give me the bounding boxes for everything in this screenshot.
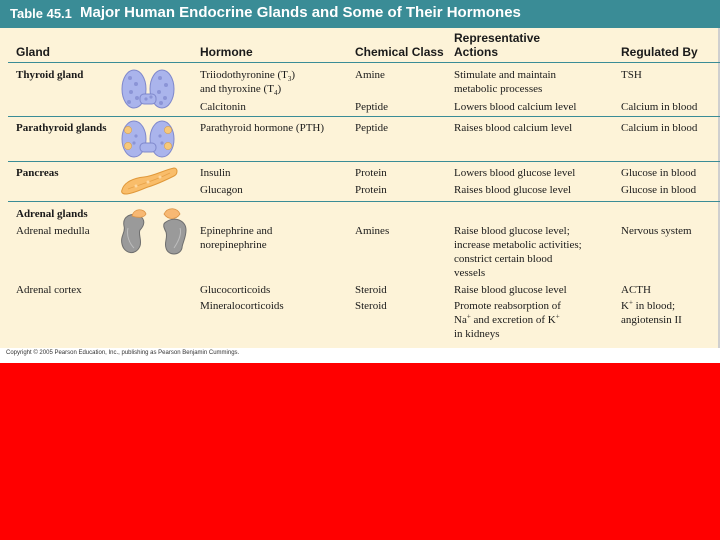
cortex-regulator-2-line1	[621, 299, 682, 313]
pancreas-action-2: Raises blood glucose level	[454, 184, 572, 196]
header-actions-line2: Actions	[454, 45, 499, 59]
header-hormone: Hormone	[200, 45, 253, 59]
adrenal-cortex-hormone-2: Mineralocorticoids	[200, 300, 284, 312]
pancreas-regulator-1: Glucose in blood	[621, 167, 697, 179]
adrenal-medulla-label: Adrenal medulla	[16, 225, 90, 237]
thyroid-hormone-line2	[200, 82, 295, 96]
thyroid-regulator-1: TSH	[621, 69, 642, 81]
t4-subscript: 4	[273, 89, 278, 98]
cortex-regulator-2-line2: angiotensin II	[621, 314, 682, 326]
medulla-action-line3: constrict certain blood	[454, 253, 553, 265]
thyroid-regulator-2: Calcium in blood	[621, 101, 698, 113]
pancreas-hormone-glucagon: Glucagon	[200, 184, 243, 196]
adrenal-medulla-class: Amines	[355, 225, 390, 237]
medulla-action-line4: vessels	[454, 267, 486, 279]
medulla-action-line2: increase metabolic activities;	[454, 239, 582, 251]
thyroid-action-1	[454, 68, 556, 96]
adrenal-medulla-hormone	[200, 224, 272, 252]
parathyroid-illustration-icon	[118, 118, 178, 160]
plus-superscript: +	[466, 312, 471, 321]
t3-subscript: 3	[287, 75, 292, 84]
adrenal-cortex-hormone-1: Glucocorticoids	[200, 284, 271, 296]
thyroid-action-1-line1: Stimulate and maintain	[454, 69, 557, 81]
pancreas-action-1: Lowers blood glucose level	[454, 167, 576, 179]
pancreas-class-1: Protein	[355, 167, 387, 179]
table-title: Major Human Endocrine Glands and Some of Their Hormones	[80, 4, 521, 21]
gland-adrenal: Adrenal glands	[16, 208, 88, 220]
adrenal-medulla-action	[454, 224, 582, 280]
cortex-regulator-2-post: in blood;	[632, 300, 676, 312]
thyroid-hormone-t3-text: Triiodothyronine (T	[200, 69, 288, 81]
cortex-action-2-line2	[454, 313, 561, 327]
thyroid-hormone-t4-text: and thyroxine (T	[200, 83, 274, 95]
cortex-action-2-mid: and excretion of K	[470, 314, 556, 326]
gland-parathyroid: Parathyroid glands	[16, 122, 107, 134]
row-divider	[8, 161, 720, 162]
medulla-action-line1: Raise blood glucose level;	[454, 225, 570, 237]
medulla-hormone-line1: Epinephrine and	[200, 225, 273, 237]
sodium-symbol: Na	[454, 314, 467, 326]
t4-close-paren: )	[277, 83, 282, 95]
header-divider	[8, 62, 720, 63]
thyroid-hormone-line1	[200, 68, 295, 82]
pancreas-hormone-insulin: Insulin	[200, 167, 231, 179]
pancreas-regulator-2: Glucose in blood	[621, 184, 697, 196]
adrenal-cortex-action-2	[454, 299, 561, 341]
adrenal-kidney-illustration-icon	[116, 204, 190, 258]
pancreas-illustration-icon	[118, 164, 180, 198]
parathyroid-class: Peptide	[355, 122, 388, 134]
adrenal-cortex-label: Adrenal cortex	[16, 284, 82, 296]
thyroid-action-1-line2: metabolic processes	[454, 83, 543, 95]
adrenal-cortex-regulator-1: ACTH	[621, 284, 651, 296]
copyright-footer: Copyright © 2005 Pearson Education, Inc., publishing as Pearson Benjamin Cummings.	[6, 350, 240, 356]
row-divider	[8, 116, 720, 117]
thyroid-action-2: Lowers blood calcium level	[454, 101, 577, 113]
thyroid-class-1: Amine	[355, 69, 385, 81]
plus-superscript: +	[628, 298, 633, 307]
t3-close-paren: )	[291, 69, 296, 81]
header-chemical-class: Chemical Class	[355, 45, 444, 59]
parathyroid-action: Raises blood calcium level	[454, 122, 573, 134]
plus-superscript: +	[555, 312, 560, 321]
cortex-action-2-line3: in kidneys	[454, 328, 500, 340]
adrenal-cortex-class-2: Steroid	[355, 300, 387, 312]
header-actions-line1: Representative	[454, 31, 541, 45]
gland-thyroid: Thyroid gland	[16, 69, 84, 81]
adrenal-cortex-regulator-2	[621, 299, 682, 327]
parathyroid-regulator: Calcium in blood	[621, 122, 698, 134]
table-label: Table 45.1	[10, 6, 72, 21]
adrenal-cortex-action-1: Raise blood glucose level	[454, 284, 567, 296]
adrenal-cortex-class-1: Steroid	[355, 284, 387, 296]
thyroid-class-2: Peptide	[355, 101, 388, 113]
table-title-bar	[0, 0, 720, 28]
header-regulated-by: Regulated By	[621, 45, 698, 59]
potassium-symbol: K	[621, 300, 629, 312]
parathyroid-hormone: Parathyroid hormone (PTH)	[200, 122, 325, 134]
header-gland: Gland	[16, 45, 51, 59]
thyroid-hormone-t3-t4	[200, 68, 295, 96]
medulla-hormone-line2: norepinephrine	[200, 239, 267, 251]
thyroid-hormone-calcitonin: Calcitonin	[200, 101, 246, 113]
header-actions	[454, 31, 540, 59]
thyroid-illustration-icon	[118, 66, 178, 112]
pancreas-class-2: Protein	[355, 184, 387, 196]
gland-pancreas: Pancreas	[16, 167, 59, 179]
row-divider	[8, 201, 720, 202]
red-background-area	[0, 363, 720, 540]
cortex-action-2-line1: Promote reabsorption of	[454, 300, 561, 312]
adrenal-medulla-regulator: Nervous system	[621, 225, 692, 237]
